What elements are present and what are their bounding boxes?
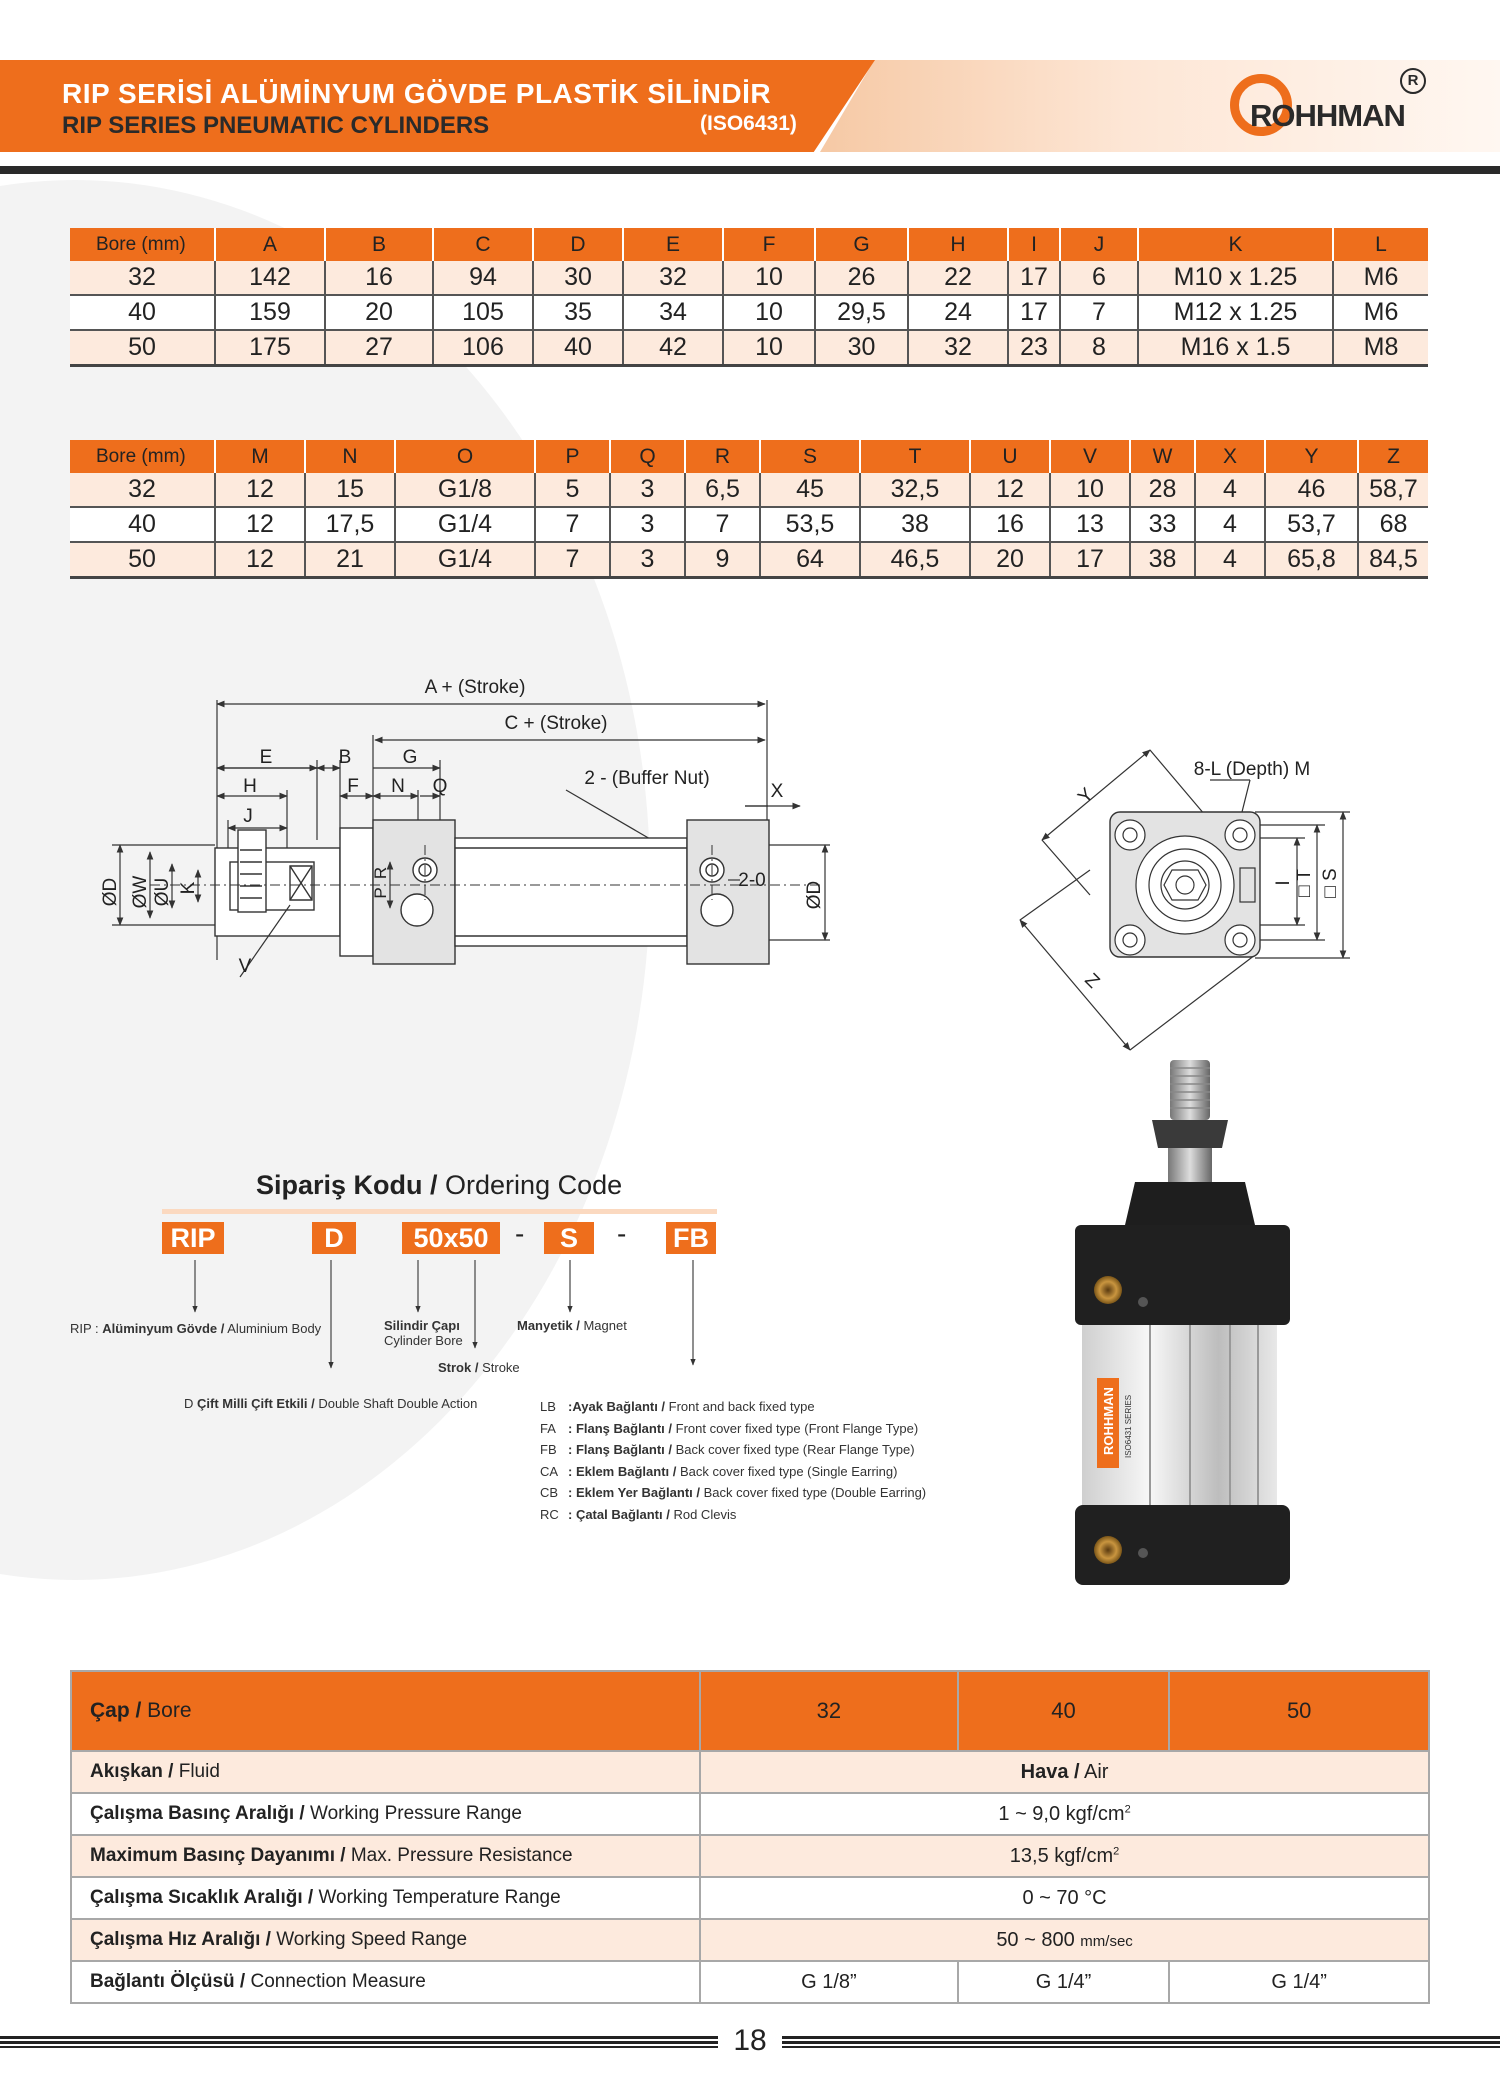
table-cell: M6 — [1333, 295, 1428, 330]
header-cell: Z — [1358, 440, 1428, 473]
table-header-row — [70, 228, 1428, 261]
table-cell: 17 — [1008, 295, 1060, 330]
table-cell: 20 — [970, 542, 1050, 578]
table-cell: 32 — [908, 330, 1008, 366]
table-cell: 84,5 — [1358, 542, 1428, 578]
header-cell: M — [215, 440, 305, 473]
table-cell: 32 — [623, 261, 723, 295]
table-cell: 5 — [535, 473, 610, 507]
spec-table — [70, 1670, 1430, 2004]
spec-label-working-speed: Çalışma Hız Aralığı / Working Speed Range — [71, 1919, 700, 1961]
dim-f: F — [347, 776, 359, 797]
header-rule — [0, 166, 1500, 174]
product-label-text: ROHHMAN — [1101, 1387, 1116, 1455]
product-series-text: ISO6431 SERIES — [1124, 1394, 1133, 1458]
dim-j: J — [243, 806, 253, 827]
depth-m-label: 8-L (Depth) M — [1193, 759, 1311, 780]
table-row — [70, 261, 1428, 295]
table-cell: 17 — [1008, 261, 1060, 295]
header-cell: E — [623, 228, 723, 261]
dim-y: Y — [1074, 784, 1099, 809]
table-cell: 32 — [70, 261, 215, 295]
spec-value-working-speed: 50 ~ 800 mm/sec — [700, 1919, 1429, 1961]
table-header-row — [70, 440, 1428, 473]
bore-50: 50 — [1169, 1671, 1429, 1751]
table-cell: 105 — [433, 295, 533, 330]
table-cell: 4 — [1195, 473, 1265, 507]
dim-od: ØD — [100, 877, 121, 907]
header-cell: O — [395, 440, 535, 473]
standard-label: (ISO6431) — [700, 112, 797, 135]
header-cell: B — [325, 228, 433, 261]
spec-label-working-temperature: Çalışma Sıcaklık Aralığı / Working Temperature Range — [71, 1877, 700, 1919]
header-cell: Bore (mm) — [70, 440, 215, 473]
rod-nut — [1152, 1120, 1228, 1148]
table-cell: 40 — [70, 295, 215, 330]
dim-ow: ØW — [130, 875, 151, 909]
bore-40: 40 — [958, 1671, 1170, 1751]
code-dash: - — [617, 1218, 627, 1249]
table-cell: 4 — [1195, 507, 1265, 542]
brand-logo — [1230, 68, 1430, 148]
dim-b: B — [338, 747, 352, 768]
table-cell: 16 — [970, 507, 1050, 542]
spec-label-working-pressure: Çalışma Basınç Aralığı / Working Pressure Range — [71, 1793, 700, 1835]
table-row — [71, 1793, 1429, 1835]
connection-32: G 1/8” — [700, 1961, 958, 2003]
header-cell: N — [305, 440, 395, 473]
table-cell: 53,7 — [1265, 507, 1358, 542]
header-cell: Bore (mm) — [70, 228, 215, 261]
header-cell: Q — [610, 440, 685, 473]
table-cell: 142 — [215, 261, 325, 295]
side-view-drawing — [90, 660, 850, 990]
table-cell: 175 — [215, 330, 325, 366]
header-cell: U — [970, 440, 1050, 473]
dim-t: □ T — [1294, 868, 1315, 898]
buffer-nut-label: 2 - (Buffer Nut) — [584, 768, 710, 789]
table-cell: 159 — [215, 295, 325, 330]
header-cell: X — [1195, 440, 1265, 473]
table-cell: 40 — [533, 330, 623, 366]
product-photo — [1060, 1055, 1310, 1595]
list-item: RC : Çatal Bağlantı / Rod Clevis — [540, 1506, 737, 1522]
table-cell: 9 — [685, 542, 760, 578]
table-cell: 10 — [723, 295, 815, 330]
table-cell: 35 — [533, 295, 623, 330]
header-cell: H — [908, 228, 1008, 261]
dim-2-0: 2-0 — [738, 870, 766, 891]
dim-p: P — [371, 887, 390, 899]
table-cell: 32 — [70, 473, 215, 507]
table-cell: G1/4 — [395, 542, 535, 578]
header-cell: J — [1060, 228, 1138, 261]
code-dash: - — [515, 1218, 525, 1249]
end-view-drawing — [1000, 740, 1360, 1060]
dim-i: I — [1273, 880, 1294, 886]
table-cell: 7 — [535, 507, 610, 542]
cap-screw — [1138, 1548, 1148, 1558]
rip-description: RIP : Alüminyum Gövde / Aluminium Body — [70, 1321, 322, 1336]
table-cell: 12 — [215, 542, 305, 578]
header-cell: A — [215, 228, 325, 261]
table-cell: 8 — [1060, 330, 1138, 366]
table-cell: 26 — [815, 261, 908, 295]
table-cell: 17,5 — [305, 507, 395, 542]
table-cell: 27 — [325, 330, 433, 366]
table-cell: 46 — [1265, 473, 1358, 507]
table-cell: M8 — [1333, 330, 1428, 366]
registered-mark-icon: R — [1400, 68, 1426, 94]
table-cell: 34 — [623, 295, 723, 330]
list-item: CA : Eklem Bağlantı / Back cover fixed type (Single Earring) — [540, 1463, 898, 1479]
table-cell: 29,5 — [815, 295, 908, 330]
footer-rule-left — [0, 2036, 718, 2048]
front-cap-neck — [1125, 1182, 1255, 1225]
table-cell: 7 — [535, 542, 610, 578]
table-cell: 12 — [970, 473, 1050, 507]
table-row — [71, 1751, 1429, 1793]
header-cell: P — [535, 440, 610, 473]
header-cell: Y — [1265, 440, 1358, 473]
header-cell: I — [1008, 228, 1060, 261]
header-cell: W — [1130, 440, 1195, 473]
piston-rod — [1168, 1148, 1212, 1182]
table-cell: 21 — [305, 542, 395, 578]
dim-ou: ØU — [152, 877, 173, 907]
list-item: FB : Flanş Bağlantı / Back cover fixed type (Rear Flange Type) — [540, 1442, 915, 1457]
header-cell: G — [815, 228, 908, 261]
table-cell: 13 — [1050, 507, 1130, 542]
header-cell: L — [1333, 228, 1428, 261]
cap-screw — [1138, 1297, 1148, 1307]
table-cell: 46,5 — [860, 542, 970, 578]
table-row — [71, 1919, 1429, 1961]
table-cell: 38 — [860, 507, 970, 542]
table-cell: 28 — [1130, 473, 1195, 507]
table-cell: 12 — [215, 507, 305, 542]
table-cell: 23 — [1008, 330, 1060, 366]
connection-50: G 1/4” — [1169, 1961, 1429, 2003]
table-row — [71, 1877, 1429, 1919]
front-port-icon — [1094, 1276, 1122, 1304]
table-cell: 15 — [305, 473, 395, 507]
dimension-table-1 — [70, 228, 1428, 367]
dim-c-stroke: C + (Stroke) — [504, 713, 608, 734]
header-cell: K — [1138, 228, 1333, 261]
table-cell: 53,5 — [760, 507, 860, 542]
table-cell: 3 — [610, 473, 685, 507]
table-cell: 10 — [723, 330, 815, 366]
dim-n: N — [391, 776, 405, 797]
table-cell: 3 — [610, 507, 685, 542]
footer-rule-right — [782, 2036, 1500, 2048]
table-row — [70, 295, 1428, 330]
table-cell: 58,7 — [1358, 473, 1428, 507]
table-cell: 38 — [1130, 542, 1195, 578]
header-cell: F — [723, 228, 815, 261]
spec-label-fluid: Akışkan / Fluid — [71, 1751, 700, 1793]
table-cell: 24 — [908, 295, 1008, 330]
table-cell: 20 — [325, 295, 433, 330]
title-english: RIP SERIES PNEUMATIC CYLINDERS — [62, 112, 490, 139]
dim-h: H — [243, 776, 257, 797]
list-item: LB :Ayak Bağlantı / Front and back fixed type — [540, 1399, 815, 1414]
list-item: CB : Eklem Yer Bağlantı / Back cover fixed type (Double Earring) — [540, 1485, 927, 1500]
table-cell: 6 — [1060, 261, 1138, 295]
table-cell: 10 — [723, 261, 815, 295]
spec-value-fluid: Hava / Air — [700, 1751, 1429, 1793]
spec-value-working-temperature: 0 ~ 70 °C — [700, 1877, 1429, 1919]
spec-label-connection: Bağlantı Ölçüsü / Connection Measure — [71, 1961, 700, 2003]
table-cell: 16 — [325, 261, 433, 295]
table-cell: 7 — [685, 507, 760, 542]
table-cell: G1/8 — [395, 473, 535, 507]
piston-rod-thread — [1170, 1060, 1210, 1120]
header-cell: T — [860, 440, 970, 473]
ordering-code-title: Sipariş Kodu / Ordering Code — [256, 1170, 623, 1200]
magnet-description: Manyetik / Magnet — [517, 1318, 627, 1333]
header-cell: V — [1050, 440, 1130, 473]
front-end-cap — [1075, 1225, 1290, 1325]
table-cell: 30 — [815, 330, 908, 366]
table-header-row — [71, 1671, 1429, 1751]
table-cell: M16 x 1.5 — [1138, 330, 1333, 366]
ordering-code-arrows — [0, 1255, 720, 1370]
table-row — [71, 1835, 1429, 1877]
header-cell: C — [433, 228, 533, 261]
table-row — [71, 1961, 1429, 2003]
dim-od-right: ØD — [804, 880, 825, 910]
dim-x: X — [770, 781, 784, 802]
table-cell: 50 — [70, 542, 215, 578]
list-item: FA : Flanş Bağlantı / Front cover fixed type (Front Flange Type) — [540, 1420, 919, 1436]
spec-value-max-pressure: 13,5 kgf/$cm^2$ — [700, 1835, 1429, 1877]
table-cell: 6,5 — [685, 473, 760, 507]
table-cell: 17 — [1050, 542, 1130, 578]
dim-r: R — [371, 866, 390, 880]
bore-description: Silindir Çapı Cylinder Bore — [384, 1318, 463, 1348]
dim-k: K — [178, 881, 199, 895]
table-cell: 94 — [433, 261, 533, 295]
table-cell: G1/4 — [395, 507, 535, 542]
table-cell: 64 — [760, 542, 860, 578]
dim-q: Q — [432, 776, 448, 797]
dim-z: Z — [1080, 969, 1104, 993]
page-number: 18 — [733, 2024, 767, 2057]
header-cell: R — [685, 440, 760, 473]
code-box-mount: FB — [666, 1222, 716, 1254]
table-cell: M10 x 1.25 — [1138, 261, 1333, 295]
header-cell: D — [533, 228, 623, 261]
table-cell: 106 — [433, 330, 533, 366]
ordering-code-rule — [162, 1209, 717, 1214]
d-description: D Çift Milli Çift Etkili / Double Shaft Double Action — [184, 1396, 478, 1411]
spec-label-bore: Çap / Bore — [71, 1671, 700, 1751]
stroke-description: Strok / Stroke — [438, 1360, 520, 1375]
code-box-bore-stroke: 50x50 — [402, 1222, 500, 1254]
code-box-rip: RIP — [162, 1222, 224, 1254]
dim-a-stroke: A + (Stroke) — [424, 677, 526, 698]
spec-label-max-pressure: Maximum Basınç Dayanımı / Max. Pressure Resistance — [71, 1835, 700, 1877]
dim-e: E — [259, 747, 273, 768]
dim-v: V — [238, 956, 252, 977]
table-cell: 40 — [70, 507, 215, 542]
dim-g: G — [402, 747, 418, 768]
table-cell: 45 — [760, 473, 860, 507]
table-cell: 42 — [623, 330, 723, 366]
mount-list — [540, 1396, 926, 1525]
header-cell: S — [760, 440, 860, 473]
spec-value-working-pressure: 1 ~ 9,0 kgf/$cm^2$ — [700, 1793, 1429, 1835]
logo-text: ROHHMAN — [1250, 98, 1405, 133]
table-cell: M6 — [1333, 261, 1428, 295]
table-cell: 30 — [533, 261, 623, 295]
table-cell: M12 x 1.25 — [1138, 295, 1333, 330]
dim-s: □ S — [1320, 868, 1341, 898]
table-cell: 3 — [610, 542, 685, 578]
table-cell: 12 — [215, 473, 305, 507]
rear-port-icon — [1094, 1536, 1122, 1564]
table-cell: 68 — [1358, 507, 1428, 542]
table-cell: 50 — [70, 330, 215, 366]
dimension-table-2 — [70, 440, 1428, 579]
bore-32: 32 — [700, 1671, 958, 1751]
table-row — [70, 330, 1428, 366]
table-cell: 7 — [1060, 295, 1138, 330]
table-row — [70, 542, 1428, 578]
table-cell: 32,5 — [860, 473, 970, 507]
table-cell: 4 — [1195, 542, 1265, 578]
title-turkish: RIP SERİSİ ALÜMİNYUM GÖVDE PLASTİK SİLİNDİR — [62, 78, 772, 109]
code-box-d: D — [312, 1222, 356, 1254]
table-cell: 10 — [1050, 473, 1130, 507]
connection-40: G 1/4” — [958, 1961, 1170, 2003]
table-row — [70, 507, 1428, 542]
table-row — [70, 473, 1428, 507]
table-cell: 33 — [1130, 507, 1195, 542]
table-cell: 22 — [908, 261, 1008, 295]
table-cell: 65,8 — [1265, 542, 1358, 578]
code-box-magnet: S — [544, 1222, 594, 1254]
